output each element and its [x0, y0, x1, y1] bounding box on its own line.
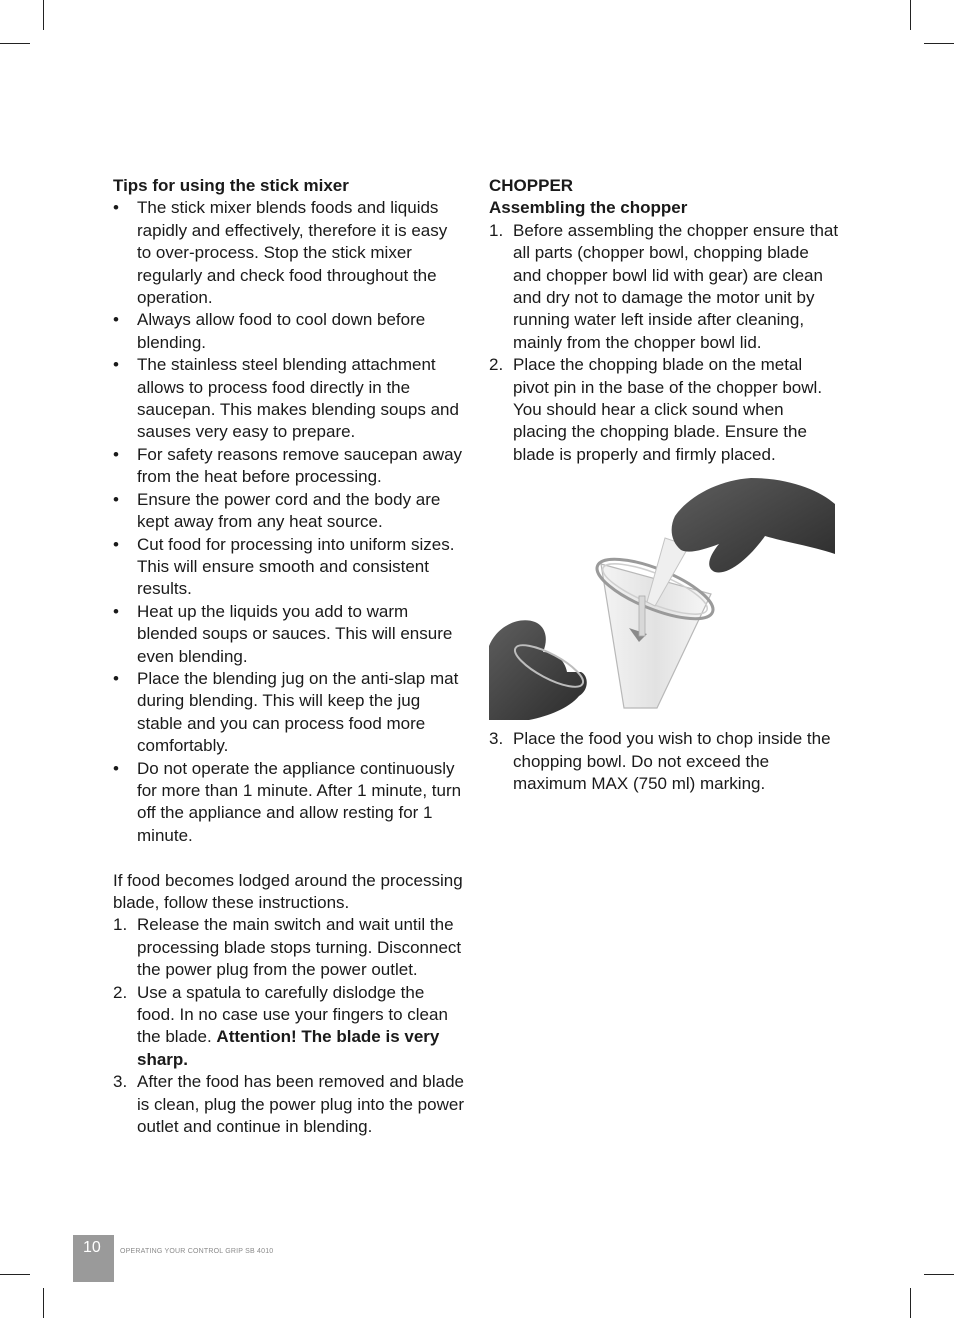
bullet-glyph: •: [113, 355, 119, 375]
list-item: [113, 758, 465, 848]
tip-text: Cut food for processing into uniform sizes. This will ensure smooth and consistent results.: [137, 534, 455, 599]
tip-text: The stainless steel blending attachment allows to process food directly in the saucepan. This makes blending soups and sauses very easy to prepare.: [137, 355, 459, 442]
crop-mark: [43, 0, 44, 30]
list-item: [113, 668, 465, 758]
page-number-box: [73, 1235, 114, 1282]
bullet-glyph: •: [113, 534, 119, 554]
left-column: [113, 175, 465, 1138]
crop-mark: [0, 43, 30, 44]
bullet-glyph: •: [113, 489, 119, 509]
bullet-glyph: •: [113, 758, 119, 778]
step-number: 2.: [113, 982, 128, 1002]
bullet-glyph: •: [113, 198, 119, 218]
list-item: [113, 534, 465, 601]
step-text: Before assembling the chopper ensure that all parts (chopper bowl, chopping blade and chopper bowl lid with gear) are clean and dry not to damage the motor unit by running water left inside after cleaning, mainly from the chopper bowl lid.: [513, 220, 839, 352]
bullet-glyph: •: [113, 444, 119, 464]
step-number: 1.: [113, 915, 128, 935]
tips-heading: Tips for using the stick mixer: [113, 176, 349, 195]
crop-mark: [43, 1288, 44, 1318]
crop-mark: [924, 43, 954, 44]
step-text: Release the main switch and wait until the processing blade stops turning. Disconnect the power plug from the power outlet.: [137, 915, 462, 980]
paragraph-spacer: [113, 847, 465, 869]
list-item: [489, 354, 839, 466]
step-number: 3.: [489, 729, 504, 749]
list-item: [113, 601, 465, 668]
step-number: 3.: [113, 1072, 128, 1092]
list-item: [489, 220, 839, 354]
chopper-photo: [489, 476, 835, 720]
lodged-intro: If food becomes lodged around the processing blade, follow these instructions.: [113, 870, 463, 912]
right-column: [489, 175, 839, 796]
step-text: After the food has been removed and blade is clean, plug the power plug into the power outlet and continue in blending.: [137, 1072, 465, 1137]
tip-text: For safety reasons remove saucepan away from the heat before processing.: [137, 444, 463, 487]
sub-title: Assembling the chopper: [489, 198, 688, 218]
step-number: 1.: [489, 220, 504, 240]
list-item: [113, 354, 465, 444]
bullet-glyph: •: [113, 668, 119, 688]
step-text: Use a spatula to carefully dislodge the food. In no case use your fingers to clean the blade.: [137, 982, 448, 1047]
step-text: Place the chopping blade on the metal pivot pin in the base of the chopper bowl. You should hear a click sound when placing the chopping blade. Ensure the blade is properly and firmly placed.: [513, 355, 823, 464]
step-text: Place the food you wish to chop inside the chopping bowl. Do not exceed the maximum MAX (750 ml) marking.: [513, 729, 831, 794]
list-item: [113, 444, 465, 489]
assembly-steps: [489, 220, 839, 466]
tip-text: Ensure the power cord and the body are kept away from any heat source.: [137, 489, 441, 532]
lodged-steps: [113, 914, 465, 1138]
tip-text: Always allow food to cool down before blending.: [137, 310, 426, 352]
tip-text: Do not operate the appliance continuously for more than 1 minute. After 1 minute, turn off the appliance and allow resting for 1 minute.: [137, 758, 462, 845]
assembly-steps-continued: [489, 728, 839, 795]
section-title: CHOPPER: [489, 176, 574, 195]
list-item: [113, 1071, 465, 1138]
list-item: [113, 309, 465, 354]
list-item: [113, 914, 465, 981]
crop-mark: [0, 1274, 30, 1275]
list-item: [113, 489, 465, 534]
crop-mark: [910, 1288, 911, 1318]
tip-text: The stick mixer blends foods and liquids rapidly and effectively, therefore it is easy to over-process. Stop the stick mixer regularly and check food throughout the operation.: [137, 198, 448, 308]
tip-text: Place the blending jug on the anti-slap mat during blending. This will keep the jug stable and you can process food more comfortably.: [137, 668, 459, 756]
bullet-glyph: •: [113, 601, 119, 621]
list-item: [113, 982, 465, 1072]
warning-text: Attention! The blade is very sharp.: [137, 1027, 440, 1069]
page-number: 10: [83, 1239, 101, 1256]
tips-list: [113, 197, 465, 847]
running-title: OPERATING YOUR CONTROL GRIP SB 4010: [120, 1248, 274, 1255]
list-item: [489, 728, 839, 795]
crop-mark: [924, 1274, 954, 1275]
bullet-glyph: •: [113, 310, 119, 330]
chopper-illustration: [489, 476, 835, 720]
step-number: 2.: [489, 355, 504, 375]
tip-text: Heat up the liquids you add to warm blended soups or sauces. This will ensure even blending.: [137, 601, 453, 666]
list-item: [113, 197, 465, 309]
crop-mark: [910, 0, 911, 30]
